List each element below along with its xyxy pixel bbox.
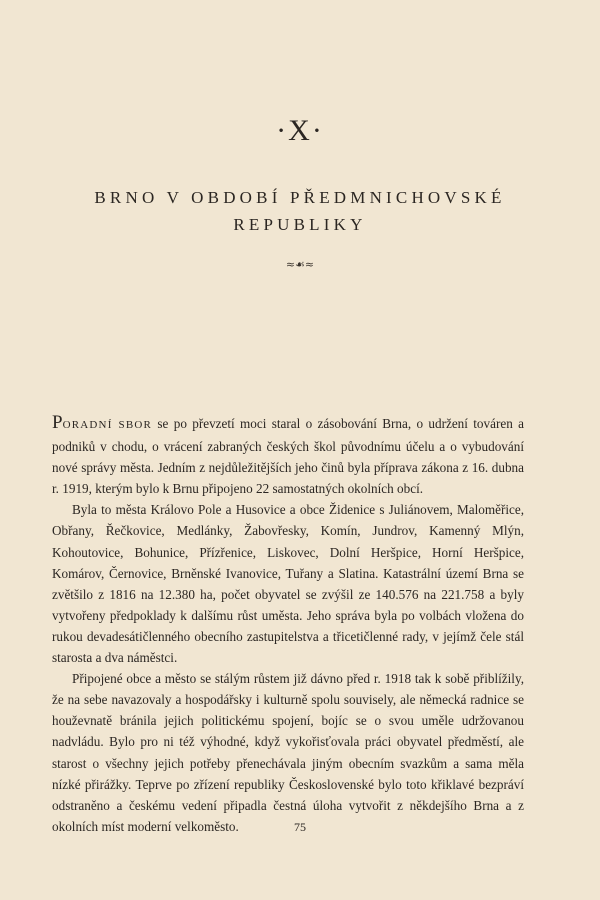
chapter-title-line-2: REPUBLIKY bbox=[233, 215, 367, 234]
initial-letter: P bbox=[52, 412, 63, 433]
body-text bbox=[52, 412, 524, 837]
page-number: 75 bbox=[294, 820, 306, 834]
paragraph-2: Byla to města Královo Pole a Husovice a obce Židenice s Juliánovem, Maloměřice, Obřany, Řečkovice, Medlánky, Žabovřesky, Komín, Jundrov, Kamenný Mlýn, Kohoutovice, Bohunice, Přízřenice, Liskovec, Dolní Heršpice, Horní Heršpice, Komárov, Černovice, Brněnské Ivanovice, Tuřany a Slatina. Katastrální území Brna se zvětšilo z 1816 na 12.380 ha, počet obyvatel se zvýšil ze 140.576 na 221.758 a byly vytvořeny předpoklady k dalšímu růst uměsta. Jeho správa byla po volbách vložena do rukou devadesátičlenného obecního zastupitelstva a třicetičlenné rady, v jejímž čele stál starosta a dva náměstci. bbox=[52, 502, 524, 666]
paragraph-1-text: se po převzetí moci staral o zásobování Brna, o udržení továren a podniků v chodu, o vrácení zabraných českých škol původnímu účelu a o vybudování nové správy města. Jedním z nejdůležitějších jeho činů byla příprava zákona z 16. dubna r. 1919, kterým bylo k Brnu připojeno 22 samostatných okolních obcí. bbox=[52, 416, 524, 497]
paragraph-1 bbox=[52, 412, 524, 499]
opening-smallcaps: ORADNÍ SBOR bbox=[62, 419, 153, 431]
paragraph-3: Připojené obce a město se stálým růstem již dávno před r. 1918 tak k sobě přiblížily, že na sebe navazovaly a hospodářsky i kulturně spolu souvisely, ale německá radnice se houževnatě bránila jejich politickému spojení, bojíc se o svou uměle udržovanou nadvládu. Bylo pro ni též výhodné, když vykořisťovala práci obyvatel předměstí, ale starost o všechny jejich potřeby přenechávala jiným obecním svazkům a sama měla nízké přirážky. Teprve po zřízení republiky Československé bylo toto křiklavé bezpráví odstraněno a českému vedení připadla čestná úloha vytvořit z někdejšího Brna a z okolních míst moderní velkoměsto. bbox=[52, 671, 524, 834]
ornament-divider: ≈☙≈ bbox=[285, 258, 315, 271]
chapter-title bbox=[40, 184, 560, 238]
chapter-number: ·X· bbox=[276, 114, 324, 147]
chapter-title-line-1: BRNO V OBDOBÍ PŘEDMNICHOVSKÉ bbox=[94, 188, 506, 207]
